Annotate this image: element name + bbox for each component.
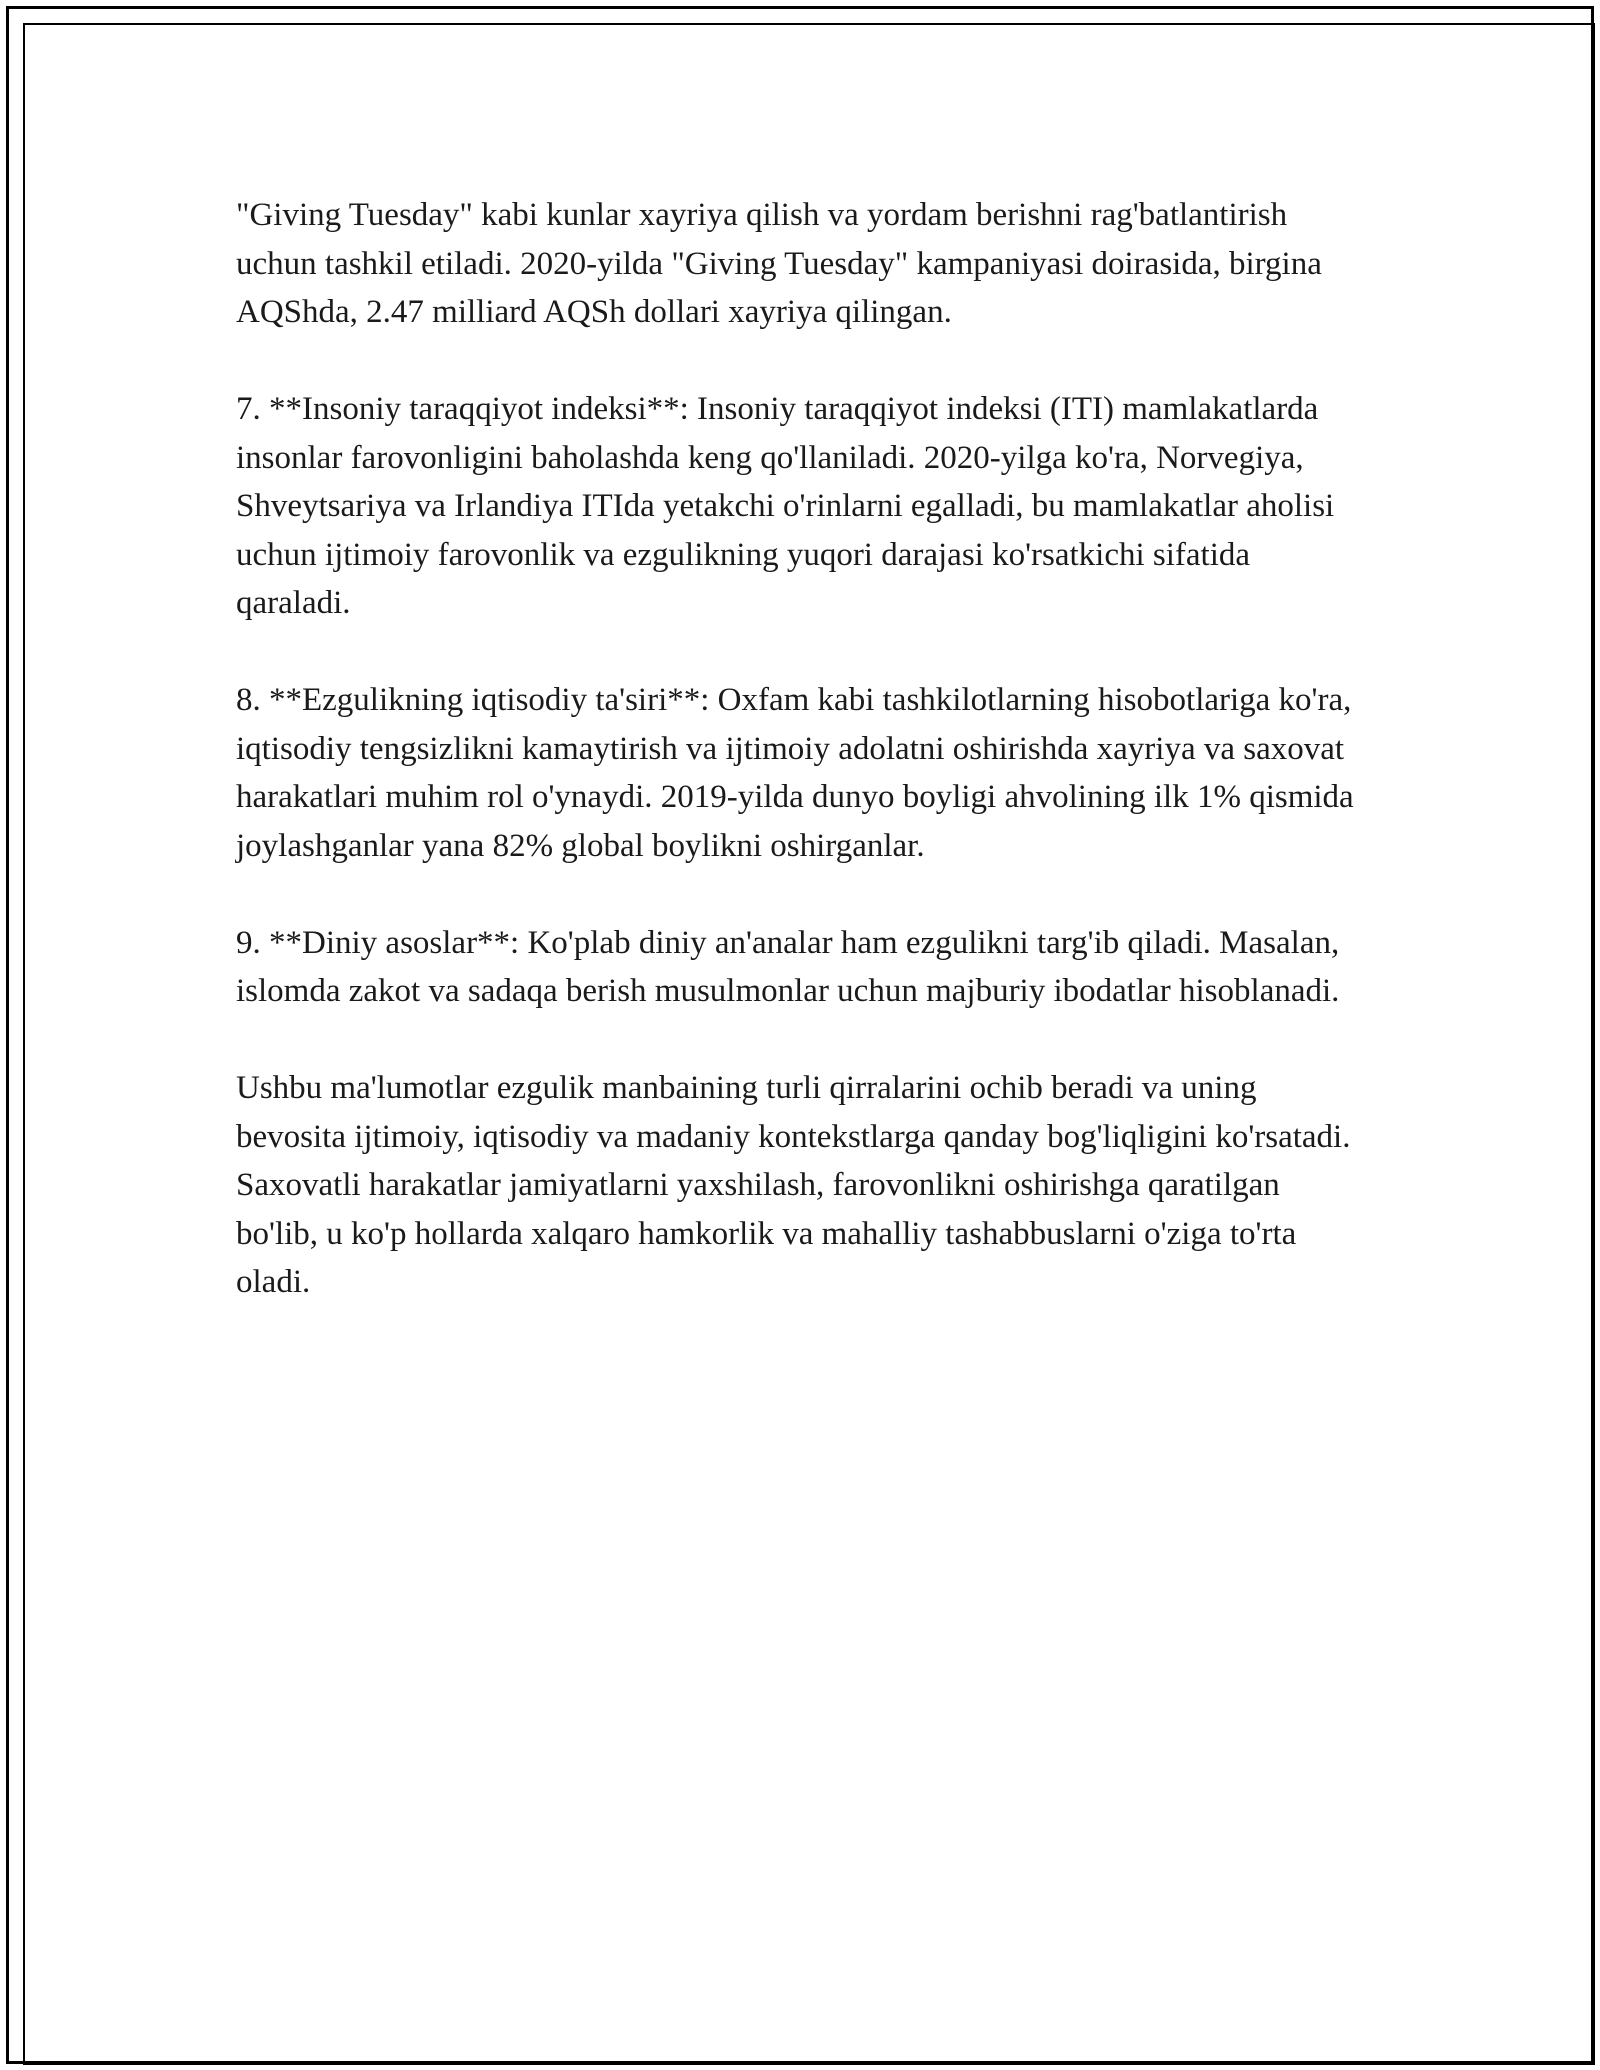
- paragraph-conclusion: Ushbu ma'lumotlar ezgulik manbaining turli qirralarini ochib beradi va uning bevosita ijtimoiy, iqtisodiy va madaniy kontekstlarga qanday bog'liqligini ko'rsatadi. Saxovatli harakatlar jamiyatlarni yaxshilash, farovonlikni oshirishga qaratilgan bo'lib, u ko'p hollarda xalqaro hamkorlik va mahalliy tashabbuslarni o'ziga to'rta oladi.: [236, 1070, 1351, 1300]
- paragraph-economic-impact: 8. **Ezgulikning iqtisodiy ta'siri**: Oxfam kabi tashkilotlarning hisobotlariga ko'ra, iqtisodiy tengsizlikni kamaytirish va ijtimoiy adolatni oshirishda xayriya va saxovat harakatlari muhim rol o'ynaydi. 2019-yilda dunyo boyligi ahvolining ilk 1% qismida joylashganlar yana 82% global boylikni oshirganlar.: [236, 682, 1354, 864]
- paragraph-giving-tuesday: "Giving Tuesday" kabi kunlar xayriya qilish va yordam berishni rag'batlantirish uchun tashkil etiladi. 2020-yilda "Giving Tuesday" kampaniyasi doirasida, birgina AQShda, 2.47 milliard AQSh dollari xayriya qilingan.: [236, 197, 1322, 330]
- document-body: [236, 191, 1366, 1307]
- paragraph-religious-foundations: 9. **Diniy asoslar**: Ko'plab diniy an'analar ham ezgulikni targ'ib qiladi. Masalan, islomda zakot va sadaqa berish musulmonlar uchun majburiy ibodatlar hisoblanadi.: [236, 924, 1340, 1009]
- paragraph-human-development-index: 7. **Insoniy taraqqiyot indeksi**: Insoniy taraqqiyot indeksi (ITI) mamlakatlarda insonlar farovonligini baholashda keng qo'llaniladi. 2020-yilga ko'ra, Norvegiya, Shveytsariya va Irlandiya ITIda yetakchi o'rinlarni egalladi, bu mamlakatlar aholisi uchun ijtimoiy farovonlik va ezgulikning yuqori darajasi ko'rsatkichi sifatida qaraladi.: [236, 391, 1335, 621]
